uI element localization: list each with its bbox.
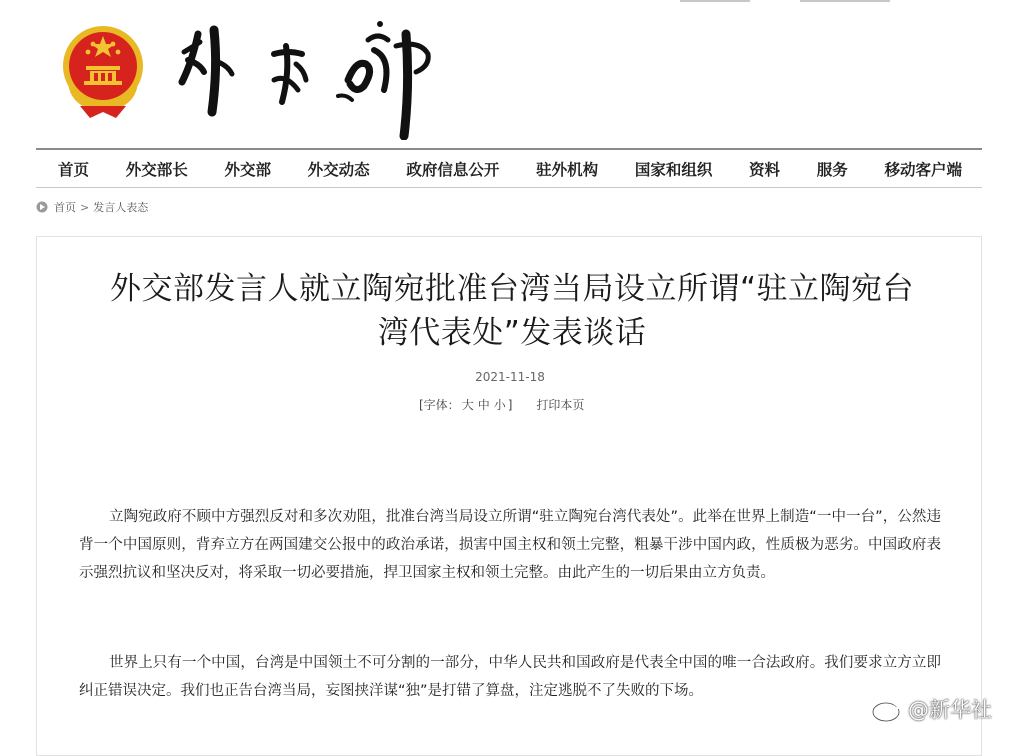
font-size-label: [字体： [419,398,460,412]
article-paragraph-1: 立陶宛政府不顾中方强烈反对和多次劝阻，批准台湾当局设立所谓“驻立陶宛台湾代表处”。此举在世界上制造“一中一台”，公然违背一个中国原则，背弃立方在两国建交公报中的政治承诺，损害中国主权和领土完整，粗暴干涉中国内政，性质极为恶劣。中国政府表示强烈抗议和坚决反对，将采取一切必要措施，捍卫国家主权和领土完整。由此产生的一切后果由立方负责。 [79,509,941,581]
nav-item-services[interactable]: 服务 [816,160,848,179]
nav-item-mobile[interactable]: 移动客户端 [884,160,962,179]
location-icon [36,201,48,213]
weibo-icon [870,695,906,723]
nav-item-minister[interactable]: 外交部长 [125,160,188,179]
breadcrumb-separator: > [80,200,90,214]
watermark-text: @新华社 [908,698,992,722]
font-size-small-button[interactable]: 小 [493,398,506,412]
font-size-label-close: ] [507,397,513,412]
site-header [0,0,1024,148]
breadcrumb [36,199,148,215]
print-button[interactable]: 打印本页 [536,398,585,412]
article-date: 2021-11-18 [475,370,545,384]
top-bar-fragment [680,0,890,4]
breadcrumb-current[interactable]: 发言人表态 [93,201,149,214]
article-tools [419,396,584,413]
nav-item-missions[interactable]: 驻外机构 [536,160,599,179]
font-size-medium-button[interactable]: 中 [477,398,490,412]
breadcrumb-home[interactable]: 首页 [54,201,76,214]
nav-item-news[interactable]: 外交动态 [307,160,370,179]
source-watermark [870,692,992,726]
calligraphy-logo[interactable] [178,10,438,140]
article-panel [36,236,982,756]
nav-item-home[interactable]: 首页 [58,160,90,179]
font-size-large-button[interactable]: 大 [461,398,474,412]
main-nav [36,148,982,188]
nav-item-resources[interactable]: 资料 [749,160,781,179]
article-paragraph-2: 世界上只有一个中国，台湾是中国领土不可分割的一部分，中华人民共和国政府是代表全中国的唯一合法政府。我们要求立方立即纠正错误决定。我们也正告台湾当局，妄图挟洋谋“独”是打错了算盘，注定逃脱不了失败的下场。 [79,655,941,699]
nav-item-countries[interactable]: 国家和组织 [634,160,713,179]
nav-item-ministry[interactable]: 外交部 [224,160,271,179]
national-emblem-icon[interactable] [60,22,146,122]
article-title: 外交部发言人就立陶宛批准台湾当局设立所谓“驻立陶宛台湾代表处”发表谈话 [109,271,915,351]
nav-item-gov-info[interactable]: 政府信息公开 [406,160,500,179]
